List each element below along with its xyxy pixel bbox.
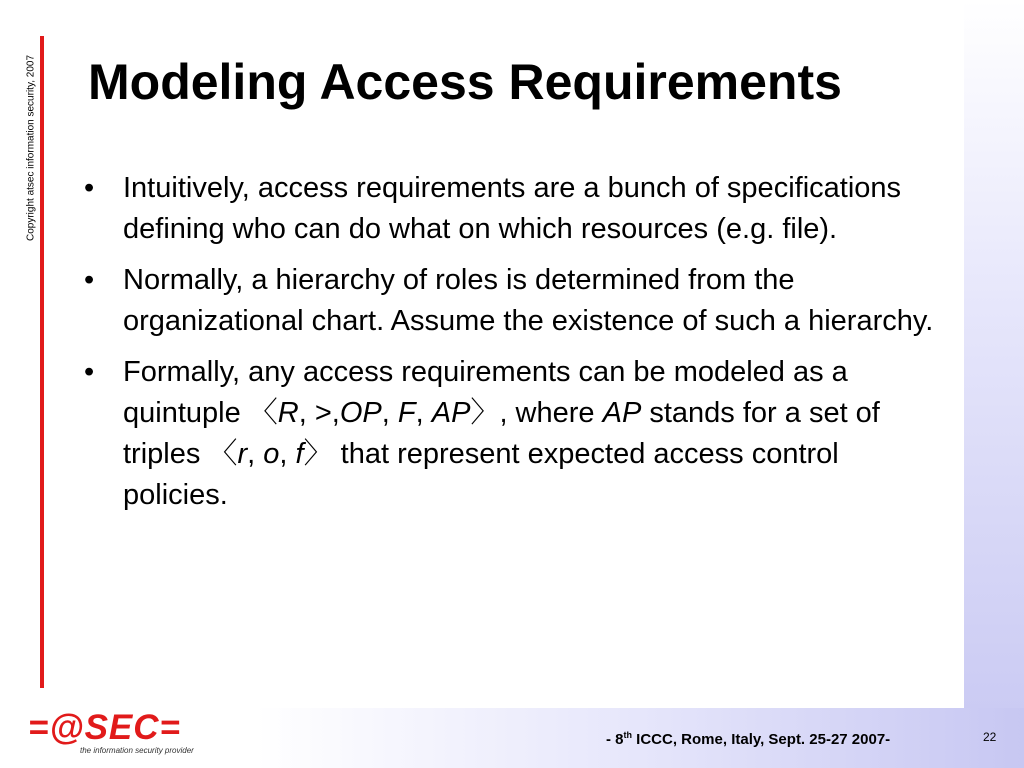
bullet-dot: •: [84, 172, 95, 204]
red-accent-bar: [40, 36, 44, 688]
bullet-text: Formally, any access requirements can be modeled as a quintuple 〈R, >,OP, F, AP〉, where AP stands for a set of triples 〈r, o, f〉 that represent expected access control policies.: [123, 356, 880, 511]
footer-conference: - 8th ICCC, Rome, Italy, Sept. 25-27 2007-: [606, 730, 891, 748]
logo-wordmark: =@SEC=: [28, 708, 181, 747]
bullet-item: [84, 260, 944, 342]
logo-tagline: the information security provider: [80, 746, 194, 755]
bullet-text: Normally, a hierarchy of roles is determined from the organizational chart. Assume the existence of such a hierarchy.: [123, 264, 934, 337]
bullet-list: [84, 168, 944, 526]
copyright-notice: Copyright atsec information security, 2007: [25, 54, 37, 242]
slide-title: Modeling Access Requirements: [88, 54, 842, 110]
background-gradient-right: [964, 0, 1024, 768]
bullet-text: Intuitively, access requirements are a bunch of specifications defining who can do what on which resources (e.g. file).: [123, 172, 902, 245]
page-number: 22: [983, 730, 997, 744]
bullet-item: [84, 352, 944, 516]
bullet-item: [84, 168, 944, 250]
atsec-logo: [28, 710, 243, 758]
bullet-dot: •: [84, 356, 95, 388]
bullet-dot: •: [84, 264, 95, 296]
